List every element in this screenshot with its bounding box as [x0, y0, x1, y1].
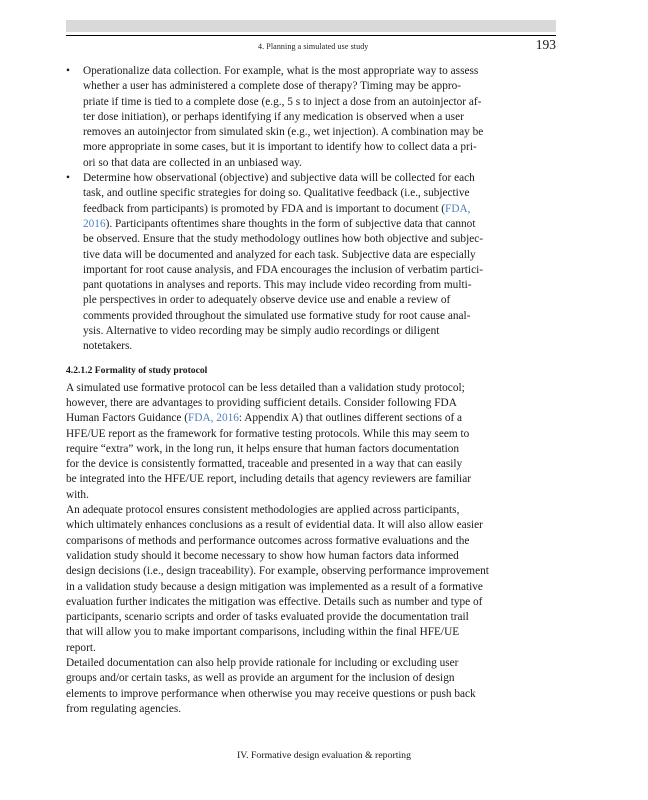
text-line [66, 564, 556, 579]
text-line [83, 232, 556, 247]
text-line [83, 278, 556, 293]
text-segment: ysis. Alternative to video recording may be simply audio recordings or diligent [83, 325, 440, 338]
bullet-text [83, 64, 556, 171]
text-segment: elements to improve performance when otherwise you may receive questions or push back [66, 687, 476, 700]
text-line [83, 156, 556, 171]
text-segment: pant quotations in analyses and reports. This may include video recording from multi- [83, 279, 472, 292]
text-segment: task, and outline specific strategies for doing so. Qualitative feedback (i.e., subjective [83, 187, 470, 200]
text-line [66, 396, 556, 411]
bullet-symbol: • [66, 65, 70, 77]
text-segment: An adequate protocol ensures consistent methodologies are applied across participants, [66, 504, 460, 517]
text-line [83, 110, 556, 125]
text-segment: be observed. Ensure that the study methodology outlines how both objective and subjec- [83, 233, 484, 246]
text-line [66, 518, 556, 533]
text-segment: for the device is consistently formatted, traceable and presented in a way that can easily [66, 458, 463, 471]
text-segment: however, there are advantages to providing sufficient details. Consider following FDA [66, 396, 457, 409]
body-paragraph [66, 381, 556, 503]
text-line [66, 472, 556, 487]
text-line [66, 641, 556, 656]
text-line [66, 381, 556, 396]
text-segment: validation study should it become necessary to show how human factors data informed [66, 549, 459, 562]
text-line [83, 202, 556, 217]
text-line [83, 309, 556, 324]
text-segment: comparisons of methods and performance outcomes across formative evaluations and the [66, 534, 470, 547]
bullet-item [66, 64, 556, 171]
text-line [66, 534, 556, 549]
text-segment: ple perspectives in order to adequately observe device use and enable a review of [83, 294, 451, 307]
section-heading: 4.2.1.2 Formality of study protocol [66, 364, 208, 376]
text-line [66, 549, 556, 564]
body-paragraphs [66, 381, 556, 718]
page-body [66, 64, 556, 717]
text-line [83, 324, 556, 339]
text-segment: Determine how observational (objective) and subjective data will be collected for each [83, 172, 475, 185]
text-segment: whether a user has administered a complete dose of therapy? Timing may be appro- [83, 80, 462, 93]
text-line [83, 217, 556, 232]
text-line [83, 339, 556, 354]
body-paragraph [66, 656, 556, 717]
text-line [83, 140, 556, 155]
text-segment: ter dose initiation), or perhaps identifying if any medication is observed when a user [83, 110, 464, 123]
header-shade-bar [66, 20, 556, 32]
text-segment: ori so that data are collected in an unbiased way. [83, 156, 302, 169]
text-line [66, 411, 556, 426]
text-line [66, 671, 556, 686]
text-segment: notetakers. [83, 340, 133, 353]
text-line [83, 79, 556, 94]
text-segment: Operationalize data collection. For example, what is the most appropriate way to assess [83, 65, 479, 77]
text-segment: which ultimately enhances conclusions as a result of evidential data. It will also allow easier [66, 519, 483, 532]
running-title: 4. Planning a simulated use study [258, 42, 369, 51]
text-segment: : Appendix A) that outlines different sections of a [238, 412, 463, 425]
citation-link[interactable]: FDA, [445, 202, 471, 215]
text-line [66, 580, 556, 595]
text-segment: HFE/UE report as the framework for formative testing protocols. While this may seem to [66, 427, 470, 440]
text-segment: report. [66, 641, 96, 654]
text-segment: Detailed documentation can also help provide rationale for including or excluding user [66, 656, 459, 669]
text-segment: participants, scenario scripts and order of tasks evaluated provide the documentation trail [66, 611, 469, 624]
bullet-item [66, 171, 556, 355]
text-segment: tive data will be documented and analyzed for each task. Subjective data are especially [83, 248, 476, 261]
text-line [66, 488, 556, 503]
text-segment: evaluation further indicates the mitigation was effective. Details such as number and type of [66, 595, 483, 608]
text-line [66, 610, 556, 625]
text-line [66, 595, 556, 610]
text-line [83, 263, 556, 278]
body-paragraph [66, 503, 556, 656]
text-line [66, 702, 556, 717]
text-line [66, 427, 556, 442]
text-segment: important for root cause analysis, and FDA encourages the inclusion of verbatim partici- [83, 263, 483, 276]
text-segment: design decisions (i.e., design traceability). For example, observing performance improvement [66, 565, 489, 578]
text-segment: feedback from participants) is promoted by FDA and is important to document ( [83, 202, 446, 215]
text-line [66, 625, 556, 640]
citation-link[interactable]: 2016 [83, 217, 106, 230]
text-line [66, 442, 556, 457]
text-line [66, 656, 556, 671]
running-head [66, 39, 556, 57]
text-line [83, 64, 556, 79]
text-segment: require “extra” work, in the long run, it helps ensure that human factors documentation [66, 442, 460, 455]
bullet-text [83, 171, 556, 355]
text-line [66, 503, 556, 518]
text-segment: removes an autoinjector from simulated skin (e.g., wet injection). A combination may be [83, 126, 484, 139]
header-rule [66, 35, 556, 36]
bullet-list [66, 64, 556, 355]
text-line [83, 125, 556, 140]
text-segment: more appropriate in some cases, but it is important to identify how to collect data a pri- [83, 141, 477, 154]
page-number: 193 [535, 37, 556, 52]
text-segment: from regulating agencies. [66, 702, 182, 715]
text-line [83, 95, 556, 110]
bullet-symbol: • [66, 172, 70, 185]
text-line [83, 186, 556, 201]
text-segment: that will allow you to make important comparisons, including within the final HFE/UE [66, 626, 460, 639]
text-segment: in a validation study because a design mitigation was implemented as a result of a formative [66, 580, 483, 593]
text-segment: priate if time is tied to a complete dose (e.g., 5 s to inject a dose from an autoinjector af- [83, 95, 482, 108]
text-segment: comments provided throughout the simulated use formative study for root cause anal- [83, 309, 471, 322]
footer-part-title: IV. Formative design evaluation & reporting [237, 750, 411, 761]
text-line [83, 248, 556, 263]
text-segment: be integrated into the HFE/UE report, including details that agency reviewers are familiar [66, 473, 471, 486]
text-segment: with. [66, 488, 89, 501]
text-segment: ). Participants oftentimes share thoughts in the form of subjective data that cannot [105, 217, 476, 230]
citation-link[interactable]: FDA, 2016 [188, 412, 239, 425]
text-segment: Human Factors Guidance ( [66, 412, 189, 425]
text-segment: groups and/or certain tasks, as well as provide an argument for the inclusion of design [66, 672, 455, 685]
text-line [83, 293, 556, 308]
text-line [66, 457, 556, 472]
text-line [66, 687, 556, 702]
text-segment: A simulated use formative protocol can be less detailed than a validation study protocol; [66, 381, 465, 394]
text-line [83, 171, 556, 186]
